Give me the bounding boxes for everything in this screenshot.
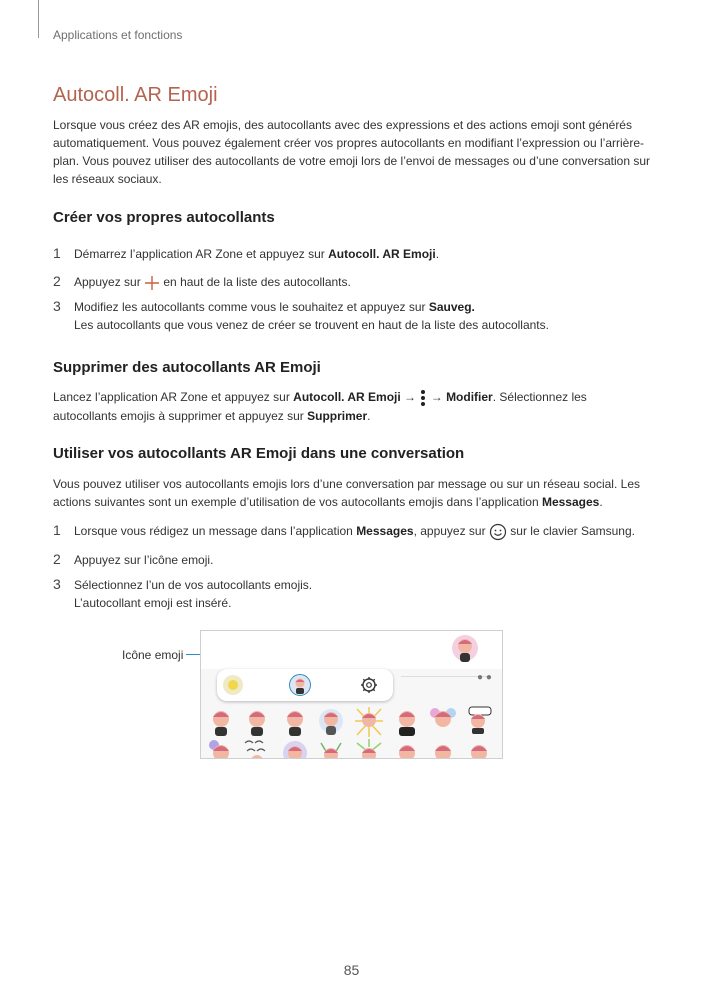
keyboard-toolbar [217, 669, 393, 701]
page-number: 85 [343, 962, 360, 978]
emoji-sticker[interactable] [393, 739, 421, 759]
use-paragraph: Vous pouvez utiliser vos autocollants emojis lors d’une conversation par message ou sur un réseau social. Les actions suivantes sont un exemple d’utilisation de vos autocollants emojis dans l’application Messages. [53, 477, 640, 509]
sent-emoji-sticker [451, 634, 479, 664]
step-number: 1 [53, 245, 61, 261]
step-create-3: 3 Modifiez les autocollants comme vous le souhaitez et appuyez sur Sauveg. Les autocollants que vous venez de créer se trouvent en haut de la liste des autocollants. [53, 298, 549, 332]
section-heading-delete: Supprimer des autocollants AR Emoji [53, 359, 321, 376]
emoji-sticker[interactable] [207, 707, 235, 737]
ar-emoji-icon[interactable] [289, 674, 311, 696]
step-use-1: 1 Lorsque vous rédigez un message dans l’application Messages, appuyez sur sur le clavier Samsung. [53, 522, 653, 541]
step-number: 2 [53, 551, 61, 567]
emoji-sticker[interactable] [207, 739, 235, 759]
emoji-sticker[interactable] [281, 739, 309, 759]
plus-icon [144, 275, 160, 291]
section-heading-create: Créer vos propres autocollants [53, 209, 275, 226]
step-create-2: 2 Appuyez sur en haut de la liste des autocollants. [53, 273, 351, 289]
bold-term: Sauveg. [428, 300, 475, 314]
intro-paragraph: Lorsque vous créez des AR emojis, des autocollants avec des expressions et des actions emoji sont générés automatiquement. Vous pouvez également créer vos propres autocollants en modifiant l’expression ou l’arrière-plan. Vous pouvez utiliser des autocollants de votre emoji lors de l’envoi de messages ou d’une conversation sur les réseaux sociaux. [53, 118, 651, 186]
emoji-sticker[interactable] [317, 739, 345, 759]
section-heading-use: Utiliser vos autocollants AR Emoji dans une conversation [53, 445, 465, 462]
sticker-icon[interactable] [222, 674, 244, 696]
settings-icon[interactable] [358, 674, 380, 696]
step-number: 3 [53, 576, 61, 592]
emoji-sticker[interactable] [393, 707, 421, 737]
running-header: Applications et fonctions [53, 28, 183, 42]
page-title: Autocoll. AR Emoji [53, 84, 218, 106]
step-use-3: 3 Sélectionnez l’un de vos autocollants emojis. L’autocollant emoji est inséré. [53, 576, 313, 610]
step-note: L’autocollant emoji est inséré. [74, 596, 232, 610]
emoji-sticker[interactable] [243, 737, 271, 759]
emoji-sticker[interactable] [429, 705, 457, 735]
delete-paragraph: Lancez l’application AR Zone et appuyez sur Autocoll. AR Emoji → → Modifier. Sélectionnez les autocollants emojis à supprimer et appuyez sur Supprimer. [53, 390, 587, 423]
input-options-icon: ● ● [477, 672, 492, 683]
step-use-2: 2 Appuyez sur l’icône emoji. [53, 551, 214, 567]
emoji-sticker[interactable] [355, 707, 383, 737]
step-number: 3 [53, 298, 61, 314]
emoji-sticker[interactable] [281, 707, 309, 737]
step-number: 1 [53, 522, 61, 538]
keyboard-screenshot [200, 630, 503, 759]
header-rule [38, 0, 39, 38]
step-note: Les autocollants que vous venez de créer se trouvent en haut de la liste des autocollants. [74, 318, 549, 332]
emoji-sticker[interactable] [429, 739, 457, 759]
step-create-1: 1 Démarrez l’application AR Zone et appuyez sur Autocoll. AR Emoji. [53, 245, 440, 261]
smiley-icon [489, 523, 507, 541]
bold-term: Autocoll. AR Emoji [328, 247, 436, 261]
emoji-sticker[interactable] [355, 739, 383, 759]
emoji-sticker[interactable] [317, 707, 345, 737]
emoji-sticker[interactable] [465, 705, 493, 735]
figure-callout-label: Icône emoji [122, 648, 184, 662]
step-number: 2 [53, 273, 61, 289]
emoji-sticker[interactable] [243, 707, 271, 737]
emoji-sticker[interactable] [465, 739, 493, 759]
